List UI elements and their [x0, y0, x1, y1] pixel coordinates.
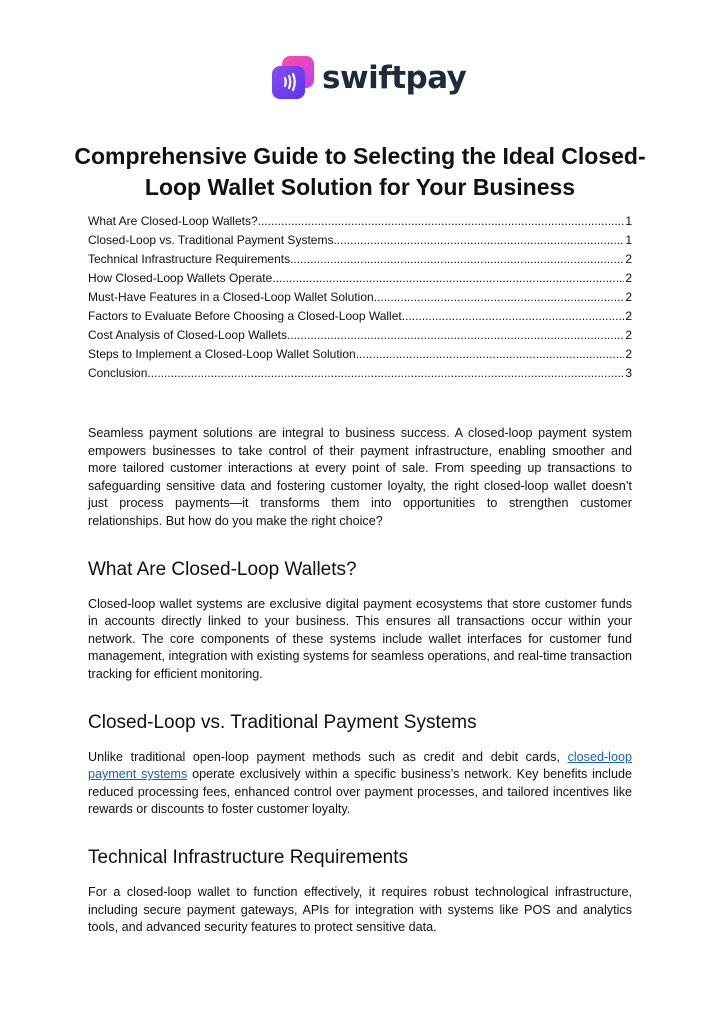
toc-entry-page: 2	[625, 290, 632, 304]
toc-entry-title: Must-Have Features in a Closed-Loop Wallet Solution	[88, 290, 374, 304]
toc-entry-title: What Are Closed-Loop Wallets?	[88, 214, 258, 228]
toc-dot-leader	[290, 250, 624, 269]
document-title: Comprehensive Guide to Selecting the Ideal Closed-Loop Wallet Solution for Your Business	[74, 143, 646, 200]
toc-dot-leader	[258, 212, 625, 231]
paragraph-text: operate exclusively within a specific business’s network. Key benefits include reduced processing fees, enhanced control over payment processes, and tailored incentives like rewards or discounts to foster customer loyalty.	[88, 767, 632, 817]
toc-entry[interactable]	[88, 307, 632, 326]
toc-entry-title: Conclusion	[88, 366, 148, 380]
toc-entry-title: How Closed-Loop Wallets Operate	[88, 271, 273, 285]
toc-entry-title: Factors to Evaluate Before Choosing a Closed-Loop Wallet	[88, 309, 402, 323]
toc-entry[interactable]	[88, 345, 632, 364]
toc-dot-leader	[272, 269, 624, 288]
toc-entry[interactable]	[88, 364, 632, 383]
toc-dot-leader	[287, 326, 624, 345]
closed-loop-payment-systems-link[interactable]: closed-loop payment systems	[88, 749, 632, 782]
toc-dot-leader	[402, 307, 625, 326]
toc-entry-page: 2	[625, 252, 632, 266]
toc-entry[interactable]	[88, 231, 632, 250]
table-of-contents	[88, 212, 632, 383]
contactless-wave-icon	[272, 56, 316, 100]
section-paragraph: Closed-loop wallet systems are exclusive digital payment ecosystems that store customer funds in accounts directly linked to your business. This ensures all transactions occur within your network. The core components of these systems include wallet interfaces for customer fund management, integration with existing systems for seamless operations, and real-time transaction tracking for efficient monitoring.	[88, 596, 632, 681]
swiftpay-logo	[272, 56, 466, 100]
paragraph-text: Unlike traditional open-loop payment methods such as credit and debit cards,	[88, 749, 568, 764]
toc-entry-page: 2	[625, 309, 632, 323]
toc-entry-page: 1	[625, 214, 632, 228]
section-heading-closed-loop-vs-traditional: Closed-Loop vs. Traditional Payment Systems	[88, 711, 477, 733]
toc-dot-leader	[356, 345, 625, 364]
toc-entry-page: 2	[625, 271, 632, 285]
intro-paragraph: Seamless payment solutions are integral to business success. A closed-loop payment system empowers businesses to take control of their payment infrastructure, enabling smoother and more tailored customer interactions at every point of sale. From speeding up transactions to safeguarding sensitive data and fostering customer loyalty, the right closed-loop wallet doesn’t just process payments—it transforms them into opportunities to strengthen customer relationships. But how do you make the right choice?	[88, 426, 632, 528]
toc-entry[interactable]	[88, 250, 632, 269]
toc-entry[interactable]	[88, 212, 632, 231]
toc-entry-title: Closed-Loop vs. Traditional Payment Systems	[88, 233, 334, 247]
toc-dot-leader	[147, 364, 624, 383]
section-paragraph: For a closed-loop wallet to function effectively, it requires robust technological infrastructure, including secure payment gateways, APIs for integration with systems like POS and analytics tools, and advanced security features to protect sensitive data.	[88, 884, 632, 935]
document-body	[88, 425, 632, 937]
toc-entry-page: 2	[625, 347, 632, 361]
toc-dot-leader	[374, 288, 625, 307]
toc-dot-leader	[333, 231, 624, 250]
section-heading-technical-infrastructure: Technical Infrastructure Requirements	[88, 846, 408, 868]
toc-entry-page: 3	[625, 366, 632, 380]
toc-entry[interactable]	[88, 269, 632, 288]
toc-entry-title: Steps to Implement a Closed-Loop Wallet Solution	[88, 347, 356, 361]
brand-name: swiftpay	[322, 60, 467, 96]
section-heading-what-are-closed-loop-wallets: What Are Closed-Loop Wallets?	[88, 558, 357, 580]
section-paragraph	[88, 749, 632, 819]
toc-entry-title: Technical Infrastructure Requirements	[88, 252, 291, 266]
toc-entry[interactable]	[88, 326, 632, 345]
toc-entry[interactable]	[88, 288, 632, 307]
toc-entry-page: 1	[625, 233, 632, 247]
toc-entry-page: 2	[625, 328, 632, 342]
toc-entry-title: Cost Analysis of Closed-Loop Wallets	[88, 328, 287, 342]
